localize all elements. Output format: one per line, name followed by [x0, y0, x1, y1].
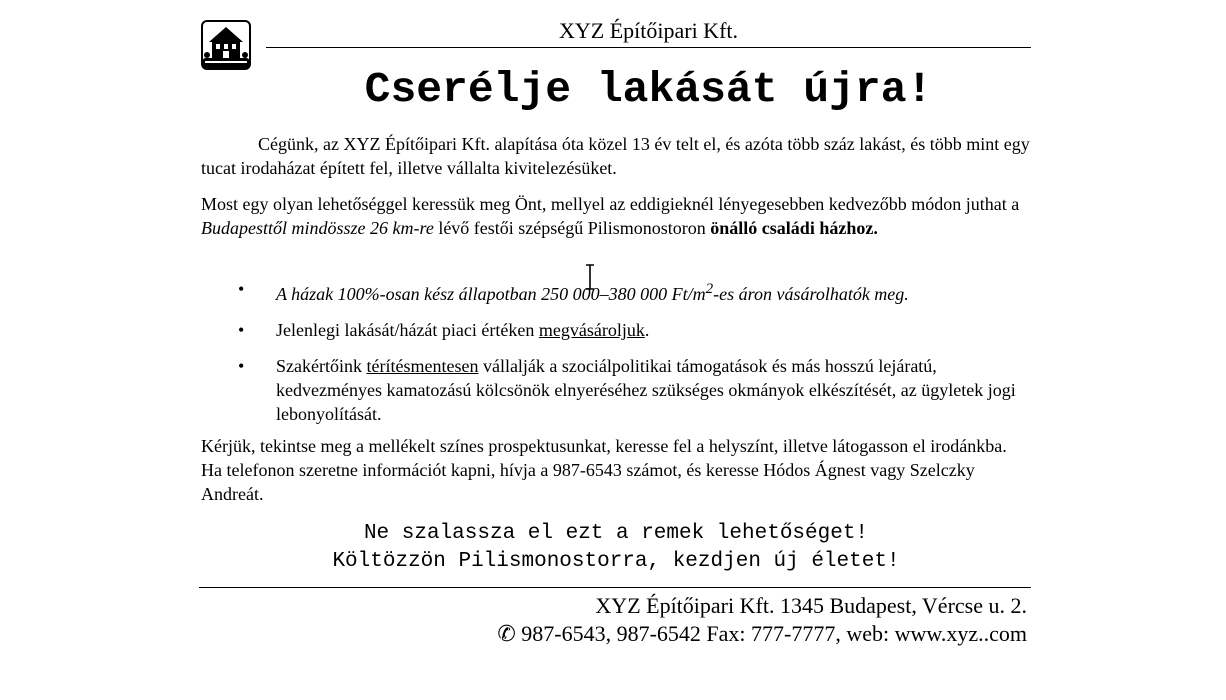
- experts-text-a: Szakértőink: [276, 356, 367, 376]
- price-text-a: A házak 100%-osan kész állapotban 250 000–380 000 Ft/m: [276, 284, 706, 304]
- intro-paragraph: Cégünk, az XYZ Építőipari Kft. alapítása óta közel 13 év telt el, és azóta több száz lakást, és több mint egy tucat irodaházat épített fel, illetve vállalta kivitelezésüket.: [201, 134, 1030, 178]
- footer-divider: [199, 587, 1031, 588]
- bullet-icon: •: [238, 320, 245, 340]
- offer-text-1: Most egy olyan lehetőséggel keressük meg Önt, mellyel az eddigieknél lényegesebben kedvezőbb módon juthat a: [201, 194, 1020, 214]
- footer-address: XYZ Építőipari Kft. 1345 Budapest, Vércse u. 2.: [595, 593, 1027, 618]
- house-icon: [201, 20, 251, 70]
- list-item: [201, 354, 1031, 426]
- experts-text-b: vállalják a szociálpolitikai támogatások és más hosszú lejáratú, kedvezményes kamatozású kölcsönök elnyeréséhez szükséges okmányok elkészítését, az ügyletek jogi lebonyolítását.: [276, 356, 1016, 424]
- offer-paragraph: [201, 192, 1031, 240]
- text-cursor-icon: [584, 264, 596, 290]
- slogan: [201, 520, 1031, 576]
- footer-contact-line: [201, 620, 1027, 648]
- buyback-underline: megvásároljuk: [538, 320, 645, 340]
- slogan-line-2: Költözzön Pilismonostorra, kezdjen új életet!: [332, 550, 900, 573]
- bullet-icon: •: [238, 279, 245, 299]
- experts-underline: térítésmentesen: [366, 356, 479, 376]
- footer: [201, 592, 1027, 648]
- offer-text-2: lévő festői szépségű Pilismonostoron: [433, 218, 711, 238]
- slogan-line-1: Ne szalassza el ezt a remek lehetőséget!: [363, 522, 869, 545]
- closing-paragraph: Kérjük, tekintse meg a mellékelt színes prospektusunkat, keresse fel a helyszínt, illetve látogasson el irodánkba. Ha telefonon szeretne információt kapni, hívja a 987-6543 számot, és keresse Hódos Ágnest vagy Szelczky Andreát.: [201, 436, 1007, 504]
- bullet-icon: •: [238, 356, 245, 376]
- phone-icon: ✆: [497, 621, 516, 646]
- buyback-text-a: Jelenlegi lakását/házát piaci értéken: [276, 320, 539, 340]
- price-superscript: 2: [705, 281, 714, 297]
- buyback-text-b: .: [644, 320, 650, 340]
- offer-distance: Budapesttől mindössze 26 km-re: [201, 218, 434, 238]
- company-header: XYZ Építőipari Kft.: [266, 18, 1031, 48]
- footer-contact: 987-6543, 987-6542 Fax: 777-7777, web: www.xyz..com: [521, 621, 1027, 646]
- benefits-list: [201, 277, 1031, 438]
- list-item: [201, 277, 1031, 306]
- offer-highlight: önálló családi házhoz.: [710, 218, 878, 238]
- price-text-b: -es áron vásárolhatók meg.: [713, 284, 909, 304]
- list-item: [201, 318, 1031, 342]
- headline: Cserélje lakását újra!: [364, 65, 933, 114]
